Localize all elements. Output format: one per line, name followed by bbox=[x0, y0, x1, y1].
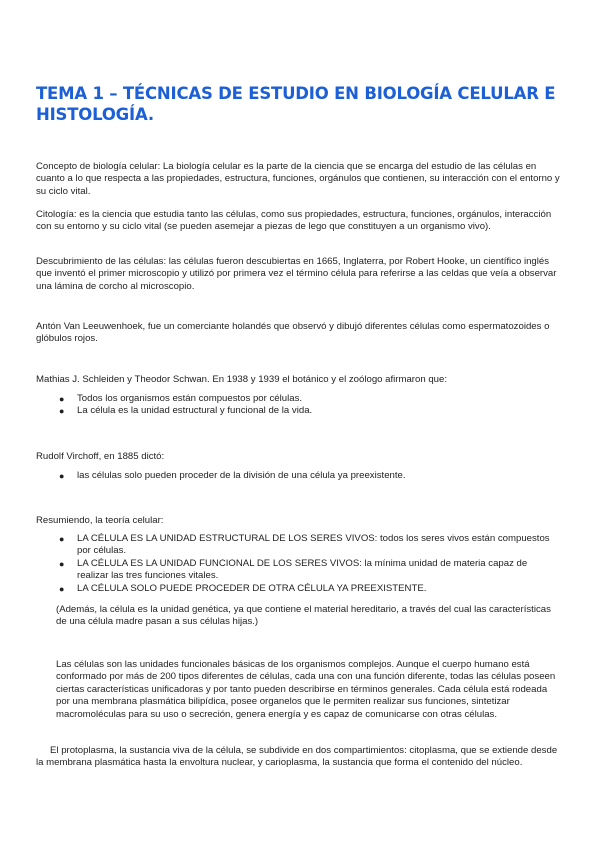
list-item: ● LA CÉLULA ES LA UNIDAD ESTRUCTURAL DE LOS SERES VIVOS: todos los seres vivos están compuestos por células. bbox=[59, 533, 550, 557]
paragraph-ademas: (Además, la célula es la unidad genética, ya que contiene el material hereditario, a través del cual las características de una célula madre pasan a sus células hijas.) bbox=[56, 604, 551, 628]
paragraph-unidades: Las células son las unidades funcionales básicas de los organismos complejos. Aunque el cuerpo humano está conformado por más de 200 tipos diferentes de células, cada una con una función diferente, todas las células poseen ciertas características unificadoras y por tanto pueden describirse en términos generales. Cada célula está rodeada por una membrana plasmática bilipídica, posee organelos que le permiten realizar sus funciones, sintetizar macromoléculas para su uso o secreción, genera energía y es capaz de comunicarse con otras células. bbox=[56, 659, 556, 720]
list-item: ● LA CÉLULA SOLO PUEDE PROCEDER DE OTRA CÉLULA YA PREEXISTENTE. bbox=[59, 582, 427, 594]
paragraph-concepto: Concepto de biología celular: La biología celular es la parte de la ciencia que se encarga del estudio de las células en cuanto a lo que respecta a las propiedades, estructura, funciones, orgánulos que contienen, su interacción con el entorno y su ciclo vital. bbox=[36, 161, 560, 197]
paragraph-resumiendo: Resumiendo, la teoría celular: bbox=[36, 515, 164, 526]
paragraph-schleiden: Mathias J. Schleiden y Theodor Schwan. En 1938 y 1939 el botánico y el zoólogo afirmaron que: bbox=[36, 374, 448, 385]
list-virchoff bbox=[55, 470, 555, 482]
bullet-icon: ● bbox=[59, 583, 65, 594]
page-title: TEMA 1 – TÉCNICAS DE ESTUDIO EN BIOLOGÍA CELULAR E HISTOLOGÍA. bbox=[36, 84, 556, 124]
list-item: ● La célula es la unidad estructural y funcional de la vida. bbox=[59, 405, 313, 417]
list-item: ● Todos los organismos están compuestos por células. bbox=[59, 393, 303, 404]
bullet-icon: ● bbox=[59, 394, 65, 404]
paragraph-protoplasma: El protoplasma, la sustancia viva de la célula, se subdivide en dos compartimientos: citoplasma, que se extiende desde la membrana plasmática hasta la envoltura nuclear, y carioplasma, la sustancia que forma el contenido del núcleo. bbox=[36, 745, 558, 769]
bullet-icon: ● bbox=[59, 534, 65, 544]
paragraph-leeuwenhoek: Antón Van Leeuwenhoek, fue un comerciante holandés que observó y dibujó diferentes células como espermatozoides o glóbulos rojos. bbox=[36, 321, 550, 345]
list-resumiendo bbox=[55, 533, 550, 595]
list-item: ● las células solo pueden proceder de la división de una célula ya preexistente. bbox=[59, 470, 406, 481]
list-item: ● LA CÉLULA ES LA UNIDAD FUNCIONAL DE LOS SERES VIVOS: la mínima unidad de materia capaz de realizar las tres funciones vitales. bbox=[59, 557, 528, 582]
paragraph-citologia: Citología: es la ciencia que estudia tanto las células, como sus propiedades, estructura, funciones, orgánulos, interacción con su entorno y su ciclo vital (se pueden asemejar a piezas de lego que constituyen a un organismo vivo). bbox=[36, 209, 552, 233]
paragraph-descubrimiento: Descubrimiento de las células: las células fueron descubiertas en 1665, Inglaterra, por Robert Hooke, un científico inglés que inventó el primer microscopio y utilizó por primera vez el término célula para referirse a las celdas que veía a observar una lámina de corcho al microscopio. bbox=[36, 256, 557, 292]
bullet-icon: ● bbox=[59, 471, 65, 481]
bullet-icon: ● bbox=[59, 406, 65, 417]
paragraph-virchoff: Rudolf Virchoff, en 1885 dictó: bbox=[36, 451, 165, 462]
list-schleiden bbox=[55, 393, 555, 418]
bullet-icon: ● bbox=[59, 558, 65, 569]
